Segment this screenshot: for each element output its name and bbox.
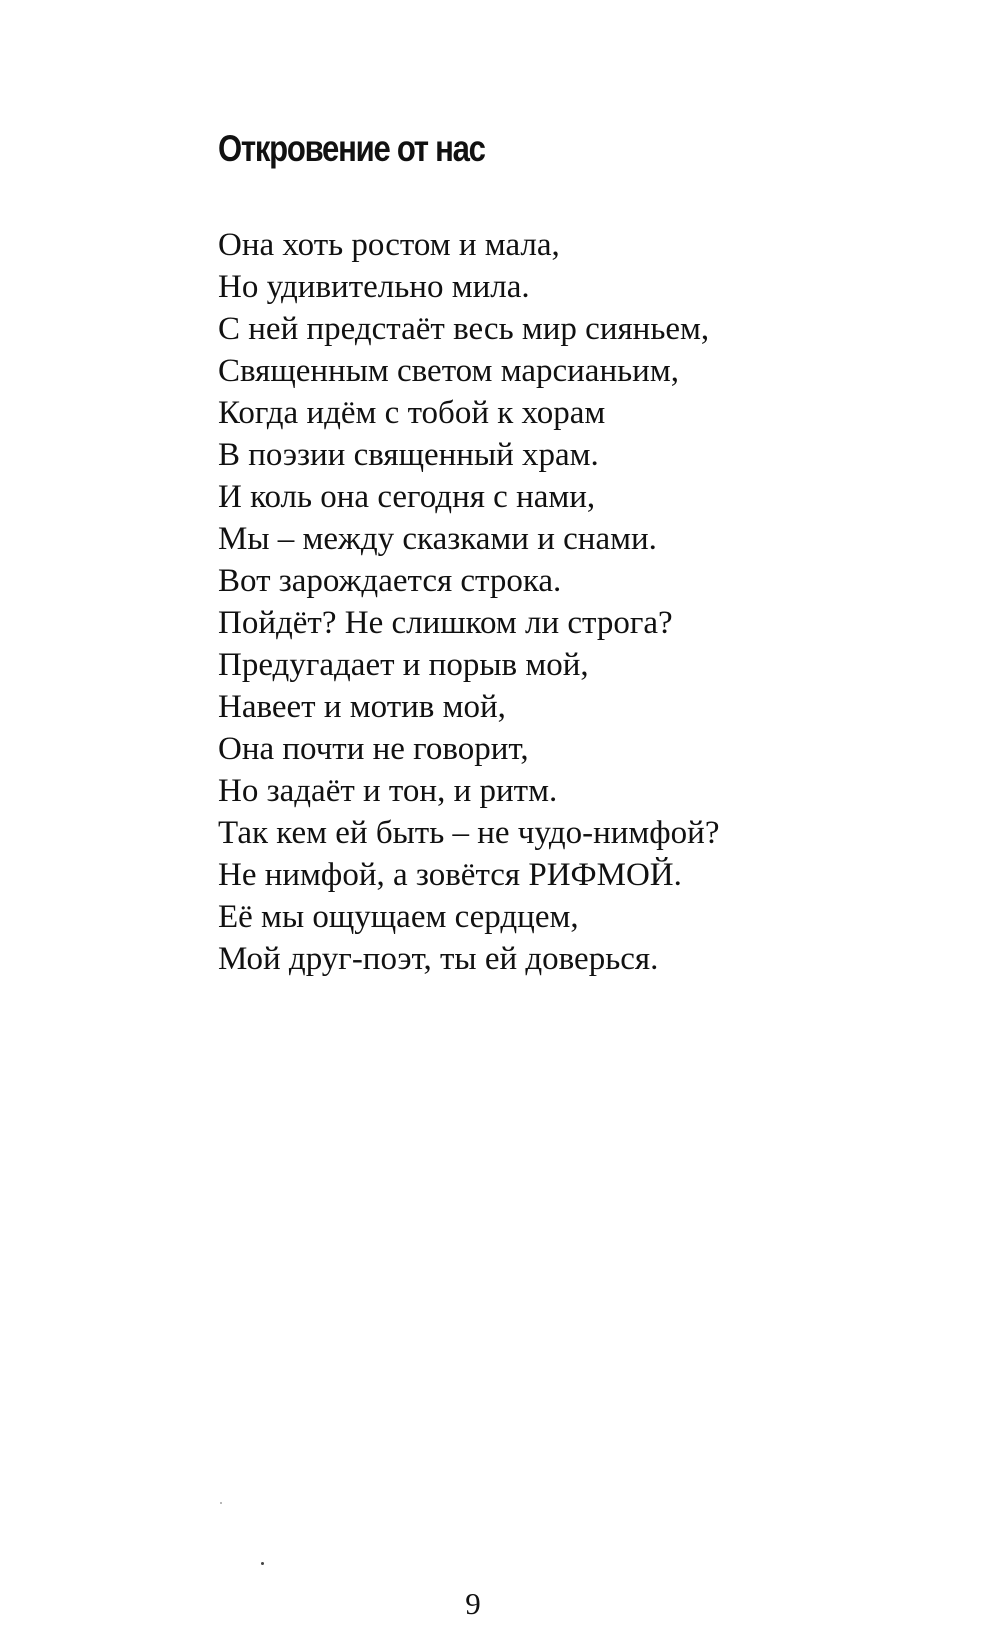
poem-line: Так кем ей быть – не чудо-нимфой? <box>218 815 720 851</box>
poem-line: Вот зарождается строка. <box>218 563 562 599</box>
poem-line: Навеет и мотив мой, <box>218 689 506 725</box>
poem-body <box>218 224 720 980</box>
poem-line: Священным светом марсианьим, <box>218 353 679 389</box>
poem-line: И коль она сегодня с нами, <box>218 479 596 515</box>
print-speck <box>220 1502 222 1504</box>
poem-line: Она хоть ростом и мала, <box>218 227 560 263</box>
poem-line: Пойдёт? Не слишком ли строга? <box>218 605 673 641</box>
poem-line: Но задаёт и тон, и ритм. <box>218 773 558 809</box>
poem-line: Её мы ощущаем сердцем, <box>218 899 579 935</box>
poem-line: Но удивительно мила. <box>218 269 530 305</box>
poem-line: Мы – между сказками и снами. <box>218 521 657 557</box>
poem-title: Откровение от нас <box>218 128 485 169</box>
poem-line: Не нимфой, а зовётся РИФМОЙ. <box>218 857 682 893</box>
poem-line: В поэзии священный храм. <box>218 437 599 473</box>
poem-line: Когда идём с тобой к хорам <box>218 395 606 431</box>
poem-line: С ней предстаёт весь мир сияньем, <box>218 311 710 347</box>
print-speck <box>261 1562 264 1565</box>
poem-line: Мой друг-поэт, ты ей доверься. <box>218 941 659 977</box>
poem-line: Она почти не говорит, <box>218 731 529 767</box>
poem-line: Предугадает и порыв мой, <box>218 647 589 683</box>
page-number: 9 <box>465 1586 481 1621</box>
